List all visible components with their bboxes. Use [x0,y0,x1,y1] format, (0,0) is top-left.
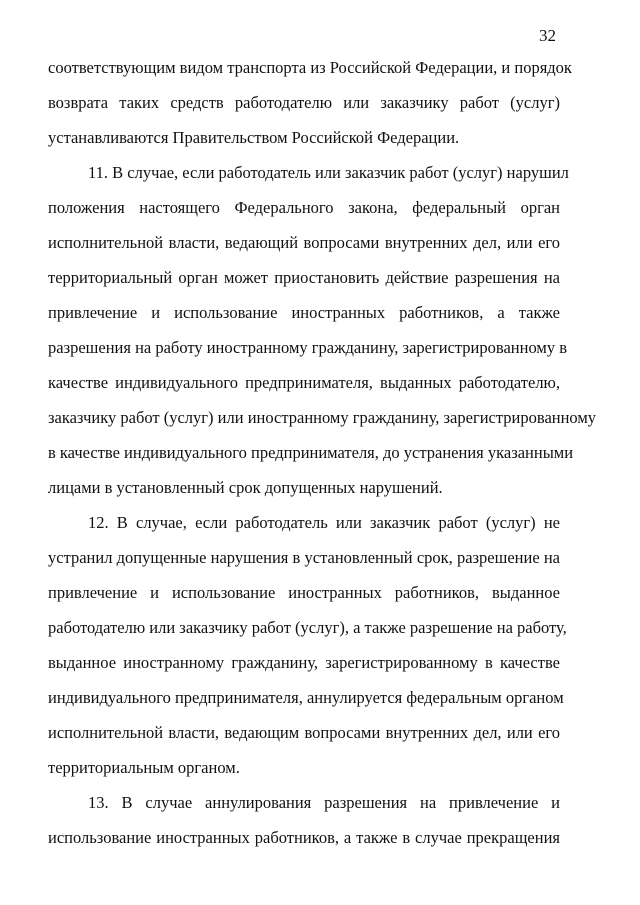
text-line: работодателю или заказчику работ (услуг), а также разрешение на работу, [48,618,567,637]
text-line: индивидуального предпринимателя, аннулируется федеральным органом [48,688,564,707]
text-line: устанавливаются Правительством Российской Федерации. [48,128,460,147]
paragraph-13-first-line: 13. В случае аннулирования разрешения на привлечение и [88,793,560,812]
text-line: исполнительной власти, ведающим вопросами внутренних дел, или его [48,723,560,742]
text-line: в качестве индивидуального предпринимателя, до устранения указанными [48,443,574,462]
text-line: лицами в установленный срок допущенных нарушений. [48,478,443,497]
paragraph-11-first-line: 11. В случае, если работодатель или заказчик работ (услуг) нарушил [88,163,569,182]
text-line: исполнительной власти, ведающий вопросами внутренних дел, или его [48,233,560,252]
text-line: привлечение и использование иностранных работников, а также [48,303,560,322]
text-line: территориальный орган может приостановить действие разрешения на [48,268,560,287]
text-line: территориальным органом. [48,758,240,777]
text-line: выданное иностранному гражданину, зарегистрированному в качестве [48,653,560,672]
text-line: устранил допущенные нарушения в установленный срок, разрешение на [48,548,560,567]
text-line: использование иностранных работников, а также в случае прекращения [48,828,560,847]
page-number: 32 [539,26,556,45]
text-line: возврата таких средств работодателю или заказчику работ (услуг) [48,93,560,112]
paragraph-12-first-line: 12. В случае, если работодатель или заказчик работ (услуг) не [88,513,560,532]
text-line: привлечение и использование иностранных работников, выданное [48,583,560,602]
text-line: соответствующим видом транспорта из Российской Федерации, и порядок [48,58,572,77]
text-line: разрешения на работу иностранному гражданину, зарегистрированному в [48,338,567,357]
text-line: заказчику работ (услуг) или иностранному гражданину, зарегистрированному [48,408,597,427]
text-line: положения настоящего Федерального закона, федеральный орган [48,198,560,217]
text-line: качестве индивидуального предпринимателя, выданных работодателю, [48,373,560,392]
